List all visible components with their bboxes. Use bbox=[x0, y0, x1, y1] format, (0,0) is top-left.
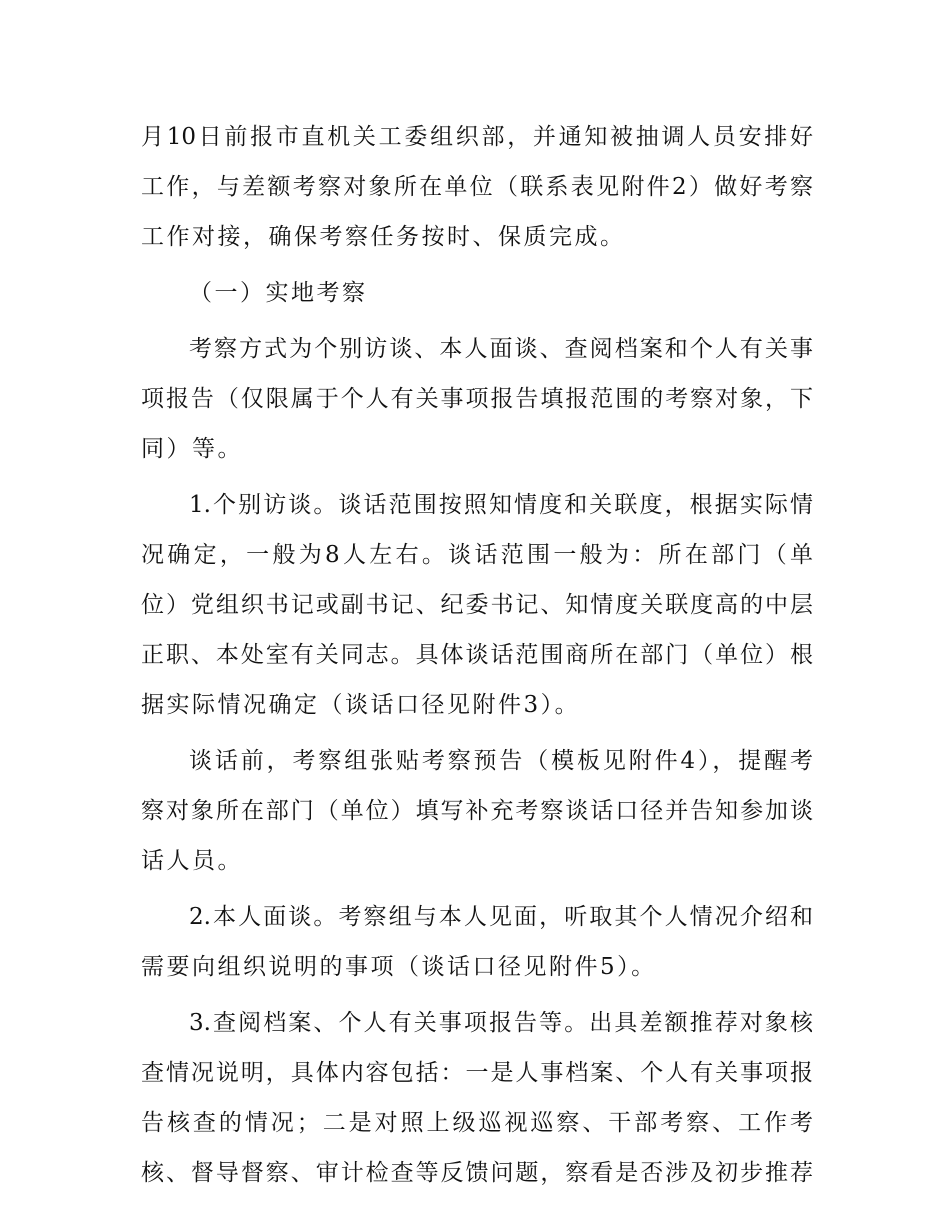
paragraph-line: 告核查的情况；二是对照上级巡视巡察、干部考察、工作考 bbox=[141, 1110, 813, 1136]
paragraph-line: 1.个别访谈。谈话范围按照知情度和关联度，根据实际情 bbox=[189, 492, 813, 518]
paragraph-line: 况确定，一般为8人左右。谈话范围一般为：所在部门（单 bbox=[141, 542, 813, 568]
paragraph-line: 话人员。 bbox=[141, 848, 243, 874]
document-body bbox=[141, 112, 813, 1198]
paragraph-line: 查情况说明，具体内容包括：一是人事档案、个人有关事项报 bbox=[141, 1060, 813, 1086]
paragraph-line: 位）党组织书记或副书记、纪委书记、知情度关联度高的中层 bbox=[141, 592, 813, 618]
paragraph-line: 察对象所在部门（单位）填写补充考察谈话口径并告知参加谈 bbox=[141, 798, 813, 824]
paragraph-line: 据实际情况确定（谈话口径见附件3）。 bbox=[141, 692, 581, 718]
method-paragraph bbox=[141, 324, 813, 474]
intro-paragraph bbox=[141, 112, 813, 262]
item3-paragraph bbox=[141, 998, 813, 1198]
paragraph-line: 需要向组织说明的事项（谈话口径见附件5）。 bbox=[141, 954, 657, 980]
paragraph-line: 月10日前报市直机关工委组织部，并通知被抽调人员安排好 bbox=[141, 124, 813, 150]
paragraph-line: 工作，与差额考察对象所在单位（联系表见附件2）做好考察 bbox=[141, 174, 813, 200]
paragraph-line: 3.查阅档案、个人有关事项报告等。出具差额推荐对象核 bbox=[189, 1010, 813, 1036]
paragraph-line: 同）等。 bbox=[141, 436, 243, 462]
section-heading-paragraph bbox=[141, 268, 813, 318]
paragraph-line: 2.本人面谈。考察组与本人见面，听取其个人情况介绍和 bbox=[189, 904, 813, 930]
before-talk-paragraph bbox=[141, 736, 813, 886]
paragraph-line: 工作对接，确保考察任务按时、保质完成。 bbox=[141, 224, 626, 250]
paragraph-line: 核、督导督察、审计检查等反馈问题，察看是否涉及初步推荐 bbox=[141, 1160, 813, 1186]
item1-paragraph bbox=[141, 480, 813, 730]
paragraph-line: 正职、本处室有关同志。具体谈话范围商所在部门（单位）根 bbox=[141, 642, 813, 668]
paragraph-line: 考察方式为个别访谈、本人面谈、查阅档案和个人有关事 bbox=[189, 336, 813, 362]
paragraph-line: 谈话前，考察组张贴考察预告（模板见附件4），提醒考 bbox=[189, 748, 813, 774]
section-heading: （一）实地考察 bbox=[189, 280, 368, 306]
paragraph-line: 项报告（仅限属于个人有关事项报告填报范围的考察对象，下 bbox=[141, 386, 813, 412]
item2-paragraph bbox=[141, 892, 813, 992]
